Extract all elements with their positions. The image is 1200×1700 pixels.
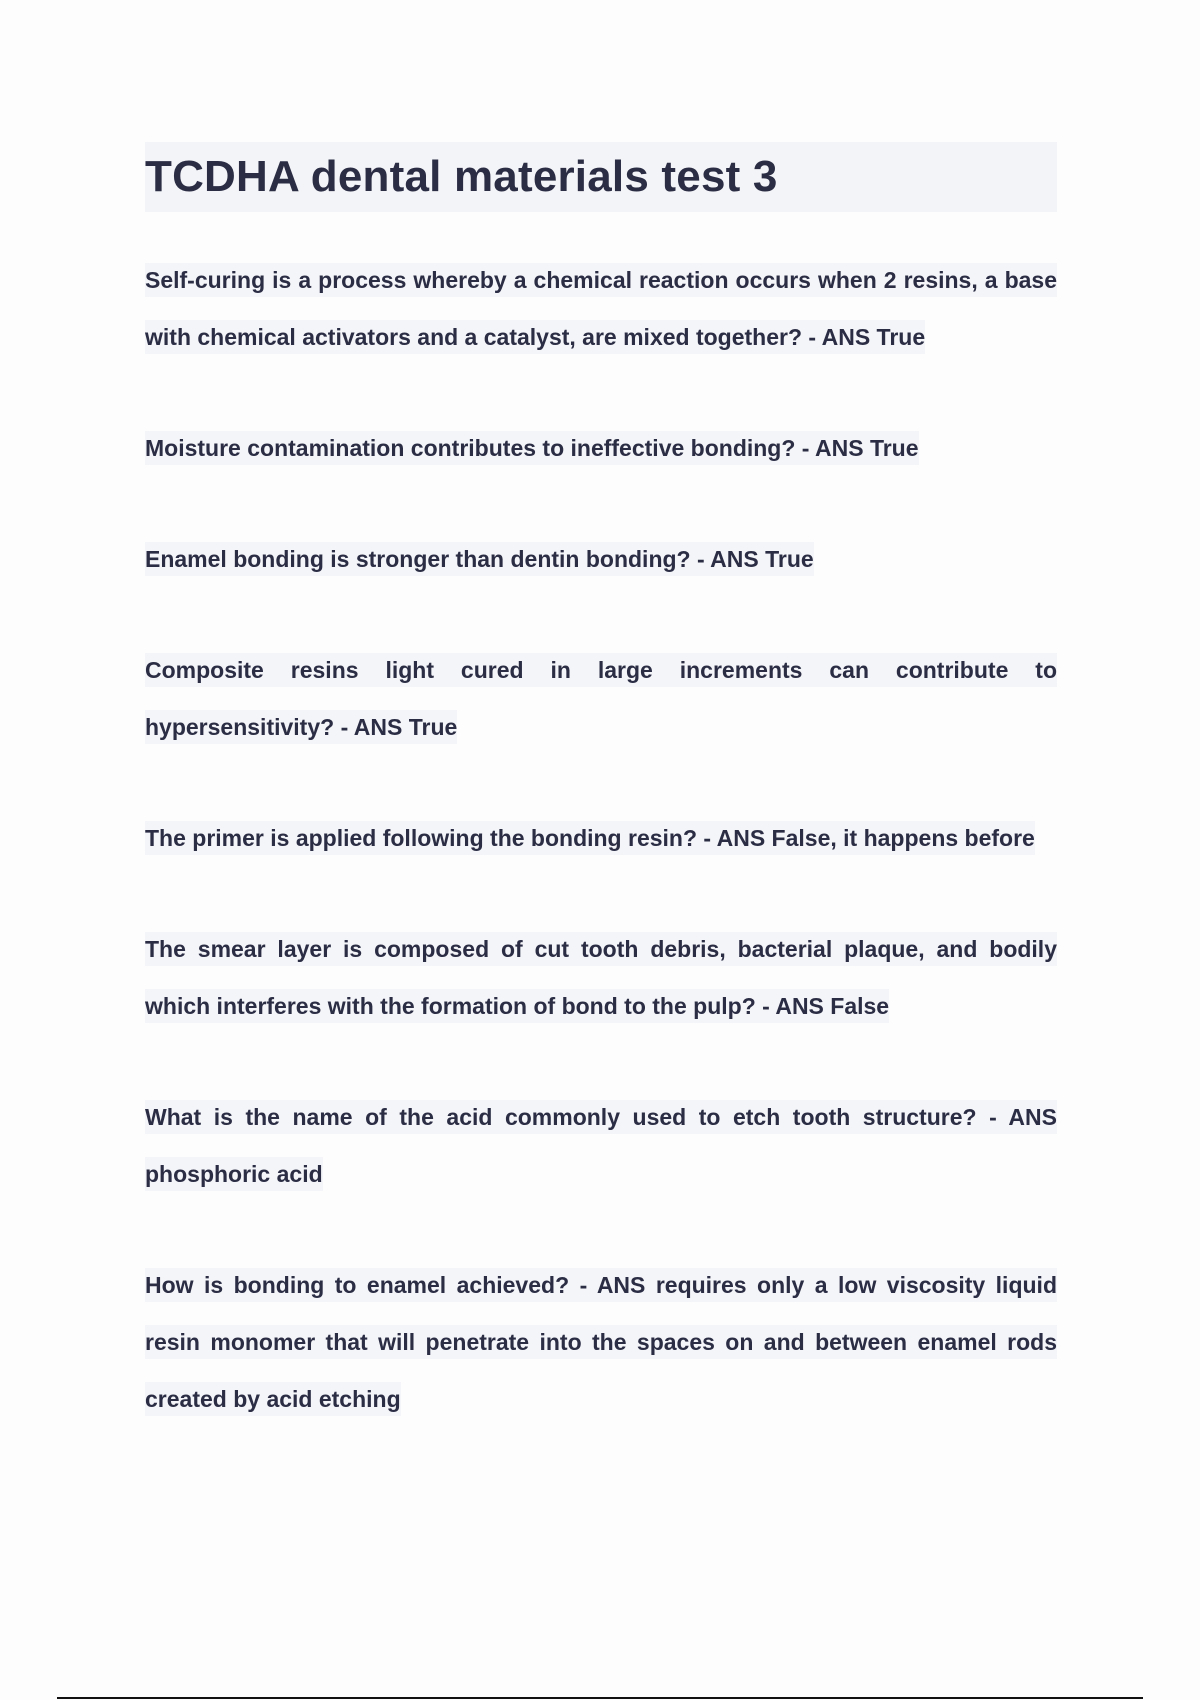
question-item-4 (145, 642, 1057, 756)
question-text: Composite resins light cured in large increments can contribute to hypersensitivity? - ANS True (145, 653, 1057, 744)
question-item-1 (145, 252, 1057, 366)
document-page (145, 142, 1057, 1482)
question-item-7 (145, 1089, 1057, 1203)
question-item-3 (145, 531, 1057, 588)
title-banner (145, 142, 1057, 212)
question-item-2 (145, 420, 1057, 477)
question-list (145, 252, 1057, 1428)
question-item-6 (145, 921, 1057, 1035)
question-text: The smear layer is composed of cut tooth debris, bacterial plaque, and bodily which interferes with the formation of bond to the pulp? - ANS False (145, 932, 1057, 1023)
question-text: Moisture contamination contributes to ineffective bonding? - ANS True (145, 431, 919, 465)
question-text: Self-curing is a process whereby a chemical reaction occurs when 2 resins, a base with chemical activators and a catalyst, are mixed together? - ANS True (145, 263, 1057, 354)
question-text: What is the name of the acid commonly used to etch tooth structure? - ANS phosphoric acid (145, 1100, 1057, 1191)
question-text: The primer is applied following the bonding resin? - ANS False, it happens before (145, 821, 1035, 855)
document-title: TCDHA dental materials test 3 (145, 152, 778, 201)
footer-divider (57, 1697, 1143, 1699)
question-item-8 (145, 1257, 1057, 1428)
question-text: Enamel bonding is stronger than dentin bonding? - ANS True (145, 542, 814, 576)
question-text: How is bonding to enamel achieved? - ANS requires only a low viscosity liquid resin monomer that will penetrate into the spaces on and between enamel rods created by acid etching (145, 1268, 1057, 1416)
question-item-5 (145, 810, 1057, 867)
